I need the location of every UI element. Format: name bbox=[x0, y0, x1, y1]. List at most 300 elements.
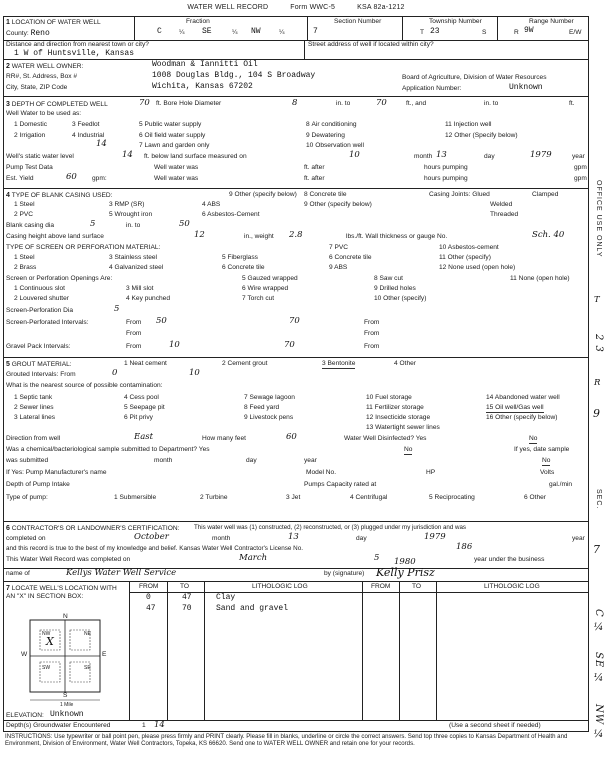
depth-label: DEPTH OF COMPLETED WELL bbox=[11, 101, 108, 108]
opening-10: 10 Other (specify) bbox=[374, 295, 427, 302]
range-prefix: R bbox=[514, 29, 519, 36]
joints-label: Casing Joints: Glued bbox=[429, 191, 490, 198]
contam-1: 1 Septic tank bbox=[14, 394, 53, 401]
record-year-value: 1980 bbox=[394, 557, 416, 567]
distance-value: 1 W of Huntsville, Kansas bbox=[14, 49, 135, 58]
opening-2: 2 Louvered shutter bbox=[14, 295, 69, 302]
office-use-label: OFFICE USE ONLY bbox=[595, 180, 602, 258]
grout-from-value: 0 bbox=[112, 368, 118, 378]
township-dir: S bbox=[482, 29, 487, 36]
casing-type-9: 9 Other (specify below) bbox=[304, 201, 372, 208]
static-year-value: 1979 bbox=[530, 150, 552, 160]
casing-type-3: 3 RMP (SR) bbox=[109, 201, 145, 208]
pump-type-2: 2 Turbine bbox=[200, 494, 228, 501]
owner-name: Woodman & Iannitti Oil bbox=[152, 60, 258, 69]
instructions: INSTRUCTIONS: Use typewriter or ball point pen, please press firmly and PRINT clearly. Please fill in blanks, underline or circle the correct answers. Send top three copies to Kansas Department of Health and Environment, Division of Environment, Water Well Contractors, Topeka, KS 66620. Send one to WATER WELL OWNER and retain one for your records. bbox=[5, 733, 568, 747]
completed-month-value: October bbox=[134, 532, 169, 542]
use-6 bbox=[139, 133, 205, 140]
groundwater-label: Depth(s) Groundwater Encountered bbox=[6, 722, 111, 729]
hp-label: HP bbox=[426, 469, 436, 476]
contam-2: 2 Sewer lines bbox=[14, 404, 54, 411]
threaded-label: Threaded bbox=[490, 211, 519, 218]
side-t: T bbox=[594, 295, 600, 305]
gal-min-label: gal./min bbox=[549, 481, 573, 488]
section-casing bbox=[3, 189, 589, 358]
contam-7: 7 Sewage lagoon bbox=[244, 394, 295, 401]
sub-year: year bbox=[304, 457, 317, 464]
log-col-from-2: FROM bbox=[371, 583, 391, 590]
casing-in-to: in. to bbox=[126, 222, 141, 229]
contam-14: 14 Abandoned water well bbox=[486, 394, 560, 401]
completed-day-value: 13 bbox=[288, 532, 299, 542]
in-to-label: in. to bbox=[336, 100, 351, 107]
use-3-num: 3 bbox=[72, 121, 76, 128]
compass-ne: NE bbox=[84, 631, 91, 637]
use-1-text: Domestic bbox=[19, 121, 47, 128]
pump-type-label: Type of pump: bbox=[6, 494, 48, 501]
form-title: WATER WELL RECORD bbox=[187, 4, 269, 11]
use-5-text: Public water supply bbox=[144, 121, 202, 128]
address-label: RR#, St. Address, Box # bbox=[6, 73, 78, 80]
use-12 bbox=[445, 133, 518, 140]
screen-type-10: 10 Asbestos-cement bbox=[439, 244, 499, 251]
compass-w: W bbox=[21, 651, 28, 658]
log-col-to: TO bbox=[180, 583, 190, 590]
disinfected-label: Water Well Disinfected? Yes bbox=[344, 435, 427, 442]
use-1 bbox=[14, 122, 47, 129]
completed-month-label: month bbox=[212, 535, 231, 542]
side-c: C ¼ bbox=[593, 609, 604, 634]
section-grout bbox=[3, 358, 589, 522]
use-11-num: 11 bbox=[445, 121, 452, 128]
contam-16: 16 Other (specify below) bbox=[486, 414, 558, 421]
business-row bbox=[3, 566, 589, 581]
county-value: Reno bbox=[30, 29, 50, 38]
use-7-text: Lawn and garden only bbox=[144, 142, 210, 149]
city-value: Wichita, Kansas 67202 bbox=[152, 82, 253, 91]
side-range: 9 bbox=[593, 407, 600, 420]
compass-s: S bbox=[63, 692, 68, 699]
side-township: 2 3 bbox=[593, 334, 604, 353]
grout-opt-1: 1 Neat cement bbox=[124, 360, 167, 367]
log-row-1-from: 0 bbox=[146, 593, 151, 602]
casing-type-1: 1 Steel bbox=[14, 201, 35, 208]
gpm-label: gpm bbox=[574, 164, 587, 171]
business-name-value: Kellys Water Well Service bbox=[66, 568, 177, 578]
signature-value: Kelly Prisz bbox=[376, 566, 435, 579]
range-dir: E/W bbox=[569, 29, 582, 36]
use-8-num: 8 bbox=[306, 121, 310, 128]
fraction-2: SE bbox=[202, 27, 212, 36]
use-4-num: 4 bbox=[72, 132, 76, 139]
one-mile-label: 1 Mile bbox=[60, 702, 74, 708]
use-5 bbox=[139, 122, 201, 129]
divider bbox=[497, 17, 498, 40]
location-label: LOCATION OF WATER WELL bbox=[11, 19, 101, 26]
screen-type-9: 9 ABS bbox=[329, 264, 348, 271]
office-use-strip bbox=[590, 4, 611, 772]
casing-type-6: 4 ABS bbox=[202, 201, 221, 208]
ksa-number: KSA 82a-1212 bbox=[357, 4, 405, 11]
section-4-number: 4 bbox=[6, 192, 10, 199]
screen-type-5: 5 Fiberglass bbox=[222, 254, 258, 261]
side-nw: NW ¼ bbox=[593, 704, 604, 742]
use-9-text: Dewatering bbox=[311, 132, 345, 139]
side-sec: SEC. bbox=[595, 489, 602, 510]
completed-year-value: 1979 bbox=[424, 532, 446, 542]
completed-year-label: year bbox=[572, 535, 585, 542]
bact-no: No bbox=[404, 446, 413, 453]
log-row-1-desc: Clay bbox=[216, 593, 236, 602]
use-7-num: 7 bbox=[139, 142, 143, 149]
use-11-text: Injection well bbox=[453, 121, 492, 128]
section-3-number: 3 bbox=[6, 101, 10, 108]
grout-label: GROUT MATERIAL: bbox=[11, 361, 72, 368]
pump-intake-label: Depth of Pump Intake bbox=[6, 481, 70, 488]
quarter-3: ¼ bbox=[279, 29, 285, 36]
signature-label: by (signature) bbox=[324, 570, 365, 577]
use-6-num: 6 bbox=[139, 132, 143, 139]
use-1-num: 1 bbox=[14, 121, 18, 128]
grout-opt-2: 2 Cement grout bbox=[222, 360, 268, 367]
compass-nw: NW bbox=[42, 631, 51, 637]
log-col-to-2: TO bbox=[412, 583, 422, 590]
use-3 bbox=[72, 122, 100, 129]
opening-5: 5 Gauzed wrapped bbox=[242, 275, 298, 282]
section-2-number: 2 bbox=[6, 63, 10, 70]
static-month-label: month bbox=[414, 153, 433, 160]
perf-dia-value: 5 bbox=[114, 304, 120, 314]
use-10-num: 10 bbox=[306, 142, 314, 149]
static-label: Well's static water level bbox=[6, 153, 74, 160]
owner-label: WATER WELL OWNER: bbox=[11, 63, 84, 70]
gravel-label: Gravel Pack Intervals: bbox=[6, 343, 71, 350]
section-box[interactable] bbox=[22, 612, 118, 708]
bore-label: ft. Bore Hole Diameter bbox=[156, 100, 222, 107]
log-divider bbox=[399, 582, 400, 720]
opening-3: 3 Mill slot bbox=[126, 285, 154, 292]
hours-label: hours pumping bbox=[424, 164, 468, 171]
compass-se: SE bbox=[84, 665, 91, 671]
cert-text-1: This water well was (1) constructed, (2) reconstructed, or (3) plugged under my jurisdiction and was bbox=[194, 524, 467, 531]
record-day-value: 5 bbox=[374, 553, 380, 563]
svg-text:X: X bbox=[46, 635, 54, 648]
use-12-num: 12 bbox=[445, 132, 453, 139]
groundwater-row bbox=[3, 721, 589, 732]
opening-6: 6 Wire wrapped bbox=[242, 285, 289, 292]
contam-6: 6 Pit privy bbox=[124, 414, 153, 421]
divider bbox=[402, 17, 403, 40]
contam-11: 11 Fertilizer storage bbox=[366, 404, 424, 411]
pump-capacity-label: Pumps Capacity rated at bbox=[304, 481, 377, 488]
board-label: Board of Agriculture, Division of Water Resources bbox=[402, 74, 547, 81]
use-mark: 14 bbox=[96, 139, 107, 149]
use-5-num: 5 bbox=[139, 121, 143, 128]
log-divider bbox=[436, 582, 437, 720]
water-was-label-2: Well water was bbox=[154, 175, 199, 182]
gravel-to-value: 70 bbox=[284, 340, 295, 350]
section-number-label: Section Number bbox=[334, 18, 382, 25]
use-9-num: 9 bbox=[306, 132, 310, 139]
section-number-value: 7 bbox=[313, 27, 318, 36]
contam-4: 4 Cess pool bbox=[124, 394, 159, 401]
screen-type-7: 7 PVC bbox=[329, 244, 349, 251]
contam-9: 9 Livestock pens bbox=[244, 414, 294, 421]
township-value: 23 bbox=[430, 27, 440, 36]
disinfected-no: No bbox=[529, 435, 538, 442]
well-record-form bbox=[3, 4, 589, 752]
static-year-label: year bbox=[572, 153, 585, 160]
log-divider bbox=[204, 582, 205, 720]
address-value: 1008 Douglas Bldg., 104 S Broadway bbox=[152, 71, 316, 80]
direction-label: Direction from well bbox=[6, 435, 61, 442]
grout-opt-4: 4 Other bbox=[394, 360, 416, 367]
casing-weight-label: in., weight bbox=[244, 233, 274, 240]
below-label: ft. below land surface measured on bbox=[144, 153, 247, 160]
screen-label: TYPE OF SCREEN OR PERFORATION MATERIAL: bbox=[6, 244, 161, 251]
fraction-1: C bbox=[157, 27, 162, 36]
casing-type-8: 8 Concrete tile bbox=[304, 191, 347, 198]
use-2-num: 2 bbox=[14, 132, 18, 139]
log-col-lith: LITHOLOGIC LOG bbox=[252, 583, 308, 590]
side-r: R bbox=[594, 378, 601, 388]
casing-weight-value: 2.8 bbox=[289, 230, 303, 240]
business-name-label: name of bbox=[6, 570, 30, 577]
grout-to-value: 10 bbox=[189, 368, 200, 378]
compass-n: N bbox=[63, 613, 68, 620]
use-3-text: Feedlot bbox=[77, 121, 100, 128]
divider bbox=[307, 17, 308, 40]
section-depth bbox=[3, 97, 589, 189]
contam-8: 8 Feed yard bbox=[244, 404, 280, 411]
screen-type-11: 11 Other (specify) bbox=[439, 254, 491, 261]
section-log bbox=[3, 581, 589, 721]
record-month-value: March bbox=[239, 553, 268, 563]
perf-from-value: 50 bbox=[156, 316, 167, 326]
contam-5: 5 Seepage pit bbox=[124, 404, 165, 411]
casing-dia-to-value: 50 bbox=[179, 219, 190, 229]
opening-4: 4 Key punched bbox=[126, 295, 170, 302]
form-header bbox=[3, 4, 589, 16]
perf-from-label: From bbox=[126, 319, 142, 326]
hours-label-2: hours pumping bbox=[424, 175, 468, 182]
water-was-label: Well water was bbox=[154, 164, 199, 171]
yield-unit: gpm: bbox=[92, 175, 107, 182]
street-label: Street address of well if located within city? bbox=[308, 41, 434, 48]
welded-label: Welded bbox=[490, 201, 513, 208]
screen-type-8: 6 Concrete tile bbox=[329, 254, 372, 261]
section-7-number: 7 bbox=[6, 585, 10, 592]
clamped-label: Clamped bbox=[532, 191, 559, 198]
yield-value: 60 bbox=[66, 172, 77, 182]
gravel-from-label: From bbox=[126, 343, 142, 350]
log-col-lith-2: LITHOLOGIC LOG bbox=[484, 583, 540, 590]
use-6-text: Oil field water supply bbox=[144, 132, 206, 139]
model-label: Model No. bbox=[306, 469, 337, 476]
log-row-1-to: 47 bbox=[182, 593, 192, 602]
casing-gauge-value: Sch. 40 bbox=[532, 230, 565, 240]
ft-and-label: ft., and bbox=[406, 100, 427, 107]
screen-type-6: 6 Concrete tile bbox=[222, 264, 265, 271]
casing-label: TYPE OF BLANK CASING USED: bbox=[11, 192, 113, 199]
fraction-3: NW bbox=[251, 27, 261, 36]
use-8 bbox=[306, 122, 357, 129]
pump-test-label: Pump Test Data bbox=[6, 164, 53, 171]
side-sec-value: 7 bbox=[593, 543, 600, 556]
static-day-value: 13 bbox=[436, 150, 447, 160]
casing-height-value: 12 bbox=[194, 230, 205, 240]
township-prefix: T bbox=[420, 29, 425, 36]
section-5-number: 5 bbox=[6, 361, 10, 368]
section-owner bbox=[3, 60, 589, 97]
fraction-label: Fraction bbox=[186, 18, 210, 25]
compass-e: E bbox=[102, 651, 107, 658]
depth-value: 70 bbox=[139, 98, 150, 108]
log-divider bbox=[129, 582, 130, 720]
perf-to-value: 70 bbox=[289, 316, 300, 326]
casing-dia-value: 5 bbox=[90, 219, 96, 229]
cert-text-3: This Water Well Record was completed on bbox=[6, 556, 131, 563]
license-value: 186 bbox=[456, 542, 473, 552]
use-8-text: Air conditioning bbox=[311, 121, 357, 128]
gravel-from-right: From bbox=[364, 343, 380, 350]
casing-height-label: Casing height above land surface bbox=[6, 233, 104, 240]
perf-from-right: From bbox=[364, 319, 380, 326]
casing-gauge-label: lbs./ft. Wall thickness or gauge No. bbox=[346, 233, 448, 240]
groundwater-depth: 14 bbox=[154, 720, 165, 730]
contam-10: 10 Fuel storage bbox=[366, 394, 412, 401]
screen-type-1: 1 Steel bbox=[14, 254, 35, 261]
log-row-2-to: 70 bbox=[182, 604, 192, 613]
perf-from-right-2: From bbox=[364, 330, 380, 337]
sub-day: day bbox=[246, 457, 257, 464]
screen-type-3: 3 Stainless steel bbox=[109, 254, 158, 261]
contam-label: What is the nearest source of possible contamination: bbox=[6, 382, 163, 389]
section-1-number: 1 bbox=[6, 19, 10, 26]
cert-text-4: year under the business bbox=[474, 556, 545, 563]
application-label: Application Number: bbox=[402, 85, 462, 92]
use-7 bbox=[139, 143, 209, 150]
casing-type-4: 5 Wrought iron bbox=[109, 211, 153, 218]
city-label: City, State, ZIP Code bbox=[6, 84, 68, 91]
screen-type-2: 2 Brass bbox=[14, 264, 37, 271]
log-locate-label: LOCATE WELL'S LOCATION WITH AN "X" IN SECTION BOX: bbox=[6, 585, 117, 601]
perf-intervals-label: Screen-Perforated Intervals: bbox=[6, 319, 89, 326]
log-header-rule bbox=[129, 592, 588, 593]
section-location bbox=[3, 16, 589, 60]
application-value: Unknown bbox=[509, 83, 543, 92]
contam-13: 13 Watertight sewer lines bbox=[366, 424, 440, 431]
casing-type-7: 6 Asbestos-Cement bbox=[202, 211, 260, 218]
static-day-label: day bbox=[484, 153, 495, 160]
opening-8: 8 Saw cut bbox=[374, 275, 403, 282]
log-row-2-desc: Sand and gravel bbox=[216, 604, 289, 613]
quarter-2: ¼ bbox=[232, 29, 238, 36]
gravel-from-value: 10 bbox=[169, 340, 180, 350]
side-se: SE ¼ bbox=[593, 652, 604, 685]
use-11 bbox=[445, 122, 491, 129]
cert-text-2: and this record is true to the best of my knowledge and belief. Kansas Water Well Contractor's License No. bbox=[6, 545, 303, 552]
distance-label: Distance and direction from nearest town or city? bbox=[6, 41, 149, 48]
casing-type-5: 9 Other (specify below) bbox=[229, 191, 297, 198]
use-2 bbox=[14, 133, 45, 140]
range-value: 9W bbox=[524, 26, 534, 35]
bact-label: Was a chemical/bacteriological sample submitted to Department? Yes bbox=[6, 446, 210, 453]
in-to-label-2: in. to bbox=[484, 100, 499, 107]
sub-month: month bbox=[154, 457, 173, 464]
opening-11: 11 None (open hole) bbox=[510, 275, 570, 282]
many-feet-label: How many feet bbox=[202, 435, 246, 442]
perf-from-label-2: From bbox=[126, 330, 142, 337]
quarter-1: ¼ bbox=[179, 29, 185, 36]
contam-12: 12 Insecticide storage bbox=[366, 414, 431, 421]
screen-type-4: 4 Galvanized steel bbox=[109, 264, 164, 271]
yield-label: Est. Yield bbox=[6, 175, 34, 182]
log-row-2-from: 47 bbox=[146, 604, 156, 613]
use-9 bbox=[306, 133, 345, 140]
contam-15: 15 Oil well/Gas well bbox=[486, 404, 544, 411]
use-4-text: Industrial bbox=[77, 132, 105, 139]
perf-dia-label: Screen-Perforation Dia bbox=[6, 307, 74, 314]
pump-type-5: 5 Reciprocating bbox=[429, 494, 475, 501]
divider bbox=[304, 40, 305, 59]
opening-7: 7 Torch cut bbox=[242, 295, 275, 302]
elevation-label: ELEVATION: bbox=[6, 712, 44, 719]
bore-to-value: 70 bbox=[376, 98, 387, 108]
groundwater-index: 1 bbox=[142, 722, 146, 729]
section-certification bbox=[3, 522, 589, 569]
pump-type-6: 6 Other bbox=[524, 494, 546, 501]
casing-type-2: 2 PVC bbox=[14, 211, 34, 218]
static-level-value: 14 bbox=[122, 150, 133, 160]
gpm-label-2: gpm bbox=[574, 175, 587, 182]
volts-label: Volts bbox=[540, 469, 555, 476]
casing-dia-label: Blank casing dia bbox=[6, 222, 55, 229]
static-month-value: 10 bbox=[349, 150, 360, 160]
use-10 bbox=[306, 143, 364, 150]
compass-sw: SW bbox=[42, 665, 51, 671]
ft-label: ft. bbox=[569, 100, 575, 107]
completed-day-label: day bbox=[356, 535, 367, 542]
bore-dia-value: 8 bbox=[292, 98, 298, 108]
grout-intervals-label: Grouted Intervals: From bbox=[6, 371, 76, 378]
many-feet-value: 60 bbox=[286, 432, 297, 442]
second-sheet-label: (Use a second sheet if needed) bbox=[449, 722, 541, 729]
pump-mfr-label: If Yes: Pump Manufacturer's name bbox=[6, 469, 107, 476]
pump-installed-no: No bbox=[542, 457, 551, 464]
use-12-text: Other (Specify below) bbox=[454, 132, 518, 139]
divider bbox=[134, 17, 135, 40]
use-label: Well Water to be used as: bbox=[6, 110, 82, 117]
direction-value: East bbox=[134, 432, 154, 442]
ft-after-label-2: ft. after bbox=[304, 175, 325, 182]
screen-type-12: 12 None used (open hole) bbox=[439, 264, 516, 271]
pump-type-1: 1 Submersible bbox=[114, 494, 157, 501]
county-label: County: bbox=[6, 30, 29, 37]
grout-opt-3: 3 Bentonite bbox=[322, 360, 356, 367]
pump-type-4: 4 Centrifugal bbox=[350, 494, 388, 501]
log-divider bbox=[167, 582, 168, 720]
completed-on-label: completed on bbox=[6, 535, 46, 542]
form-number: Form WWC-5 bbox=[290, 4, 336, 11]
pump-type-3: 3 Jet bbox=[286, 494, 301, 501]
section-6-number: 6 bbox=[6, 525, 10, 532]
log-divider bbox=[362, 582, 363, 720]
contam-3: 3 Lateral lines bbox=[14, 414, 56, 421]
use-10-text: Observation well bbox=[315, 142, 364, 149]
ft-after-label: ft. after bbox=[304, 164, 325, 171]
use-2-text: Irrigation bbox=[19, 132, 46, 139]
